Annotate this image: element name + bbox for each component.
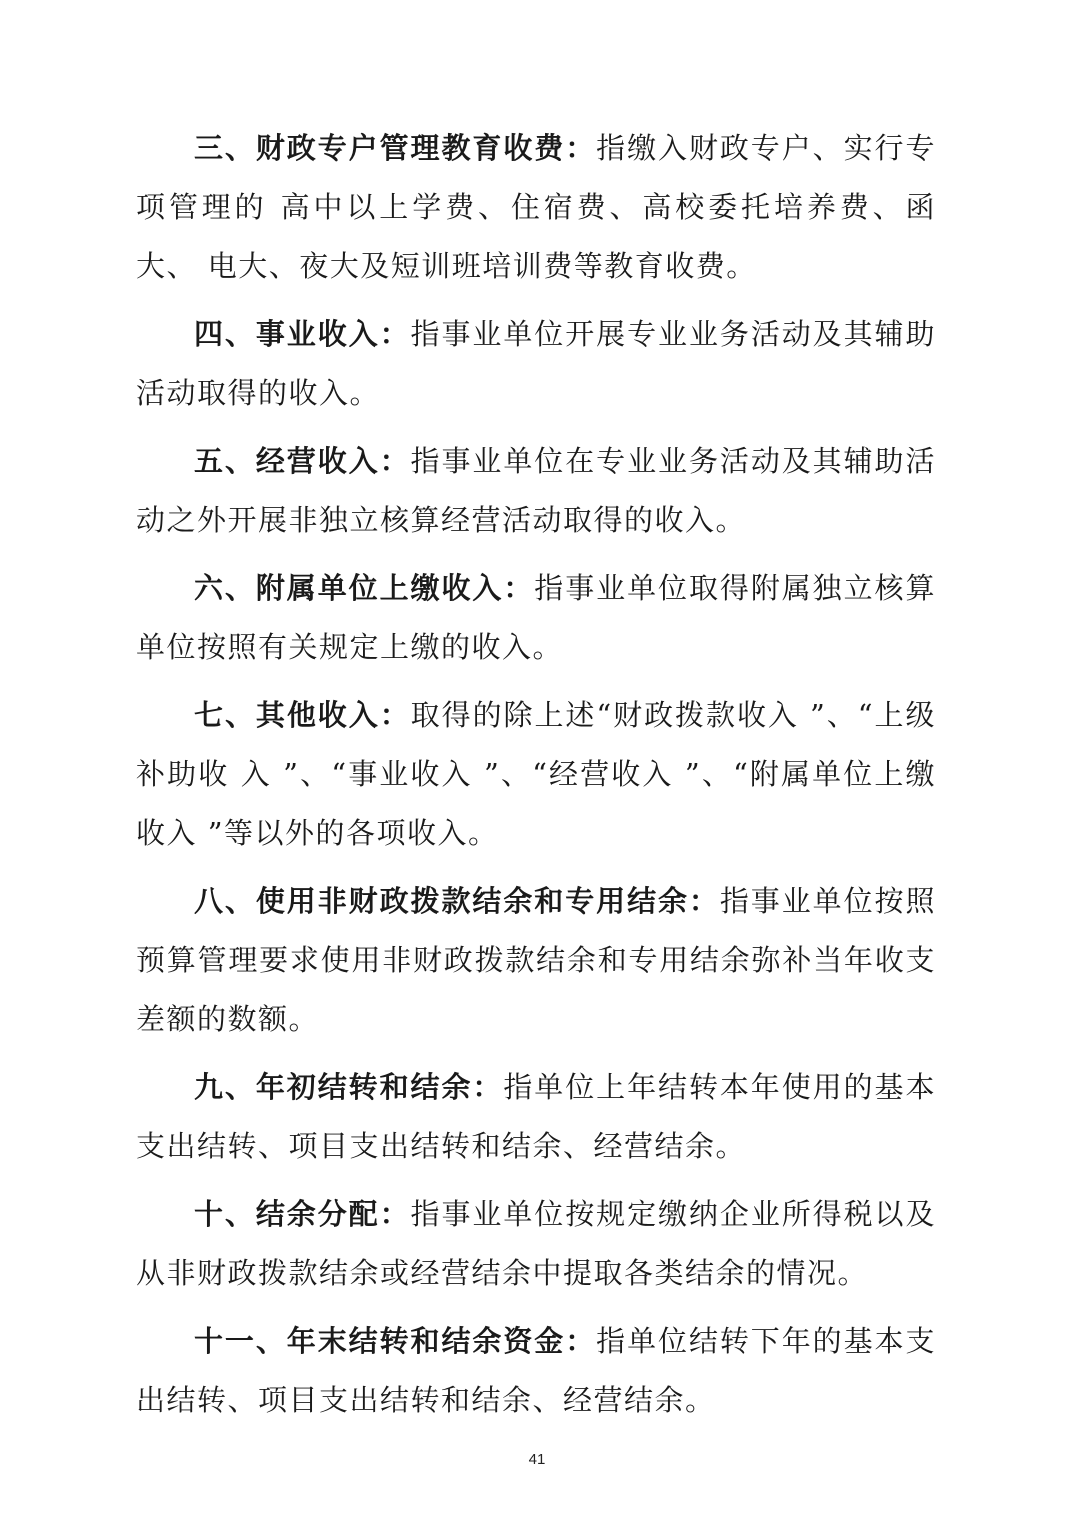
term-definition: 取得的除上述“财政拨款收入 ”、“上级补助收 入 ”、“事业收入 ”、“经营收入 ”、“附属单位上缴收入 ”等以外的各项收入。: [136, 698, 936, 850]
term-definition: 指事业单位取得附属独立核算单位按照有关规定上缴的收入。: [136, 571, 936, 664]
paragraph-surplus-use: [136, 872, 936, 1049]
document-body: [136, 119, 936, 1439]
paragraph-other-income: [136, 686, 936, 863]
term-definition: 指事业单位按规定缴纳企业所得税以及从非财政拨款结余或经营结余中提取各类结余的情况。: [136, 1197, 936, 1290]
term-label: 三、财政专户管理教育收费：: [194, 131, 597, 165]
paragraph-surplus-distribution: [136, 1185, 936, 1303]
term-label: 七、其他收入：: [194, 698, 411, 732]
paragraph-affiliate-income: [136, 559, 936, 677]
paragraph-operating-income: [136, 432, 936, 550]
term-label: 四、事业收入：: [194, 317, 411, 351]
term-label: 五、经营收入：: [194, 444, 411, 478]
term-label: 八、使用非财政拨款结余和专用结余：: [194, 884, 720, 918]
term-label: 十、结余分配：: [194, 1197, 411, 1231]
term-definition: 指单位上年结转本年使用的基本支出结转、项目支出结转和结余、经营结余。: [136, 1070, 936, 1163]
paragraph-business-income: [136, 305, 936, 423]
term-definition: 指事业单位按照预算管理要求使用非财政拨款结余和专用结余弥补当年收支差额的数额。: [136, 884, 936, 1036]
term-label: 六、附属单位上缴收入：: [194, 571, 535, 605]
term-definition: 指事业单位在专业业务活动及其辅助活动之外开展非独立核算经营活动取得的收入。: [136, 444, 936, 537]
page-number: 41: [528, 1451, 546, 1468]
term-definition: 指事业单位开展专业业务活动及其辅助活动取得的收入。: [136, 317, 936, 410]
paragraph-year-end-balance: [136, 1312, 936, 1430]
term-label: 十一、年末结转和结余资金：: [194, 1324, 597, 1358]
term-definition: 指单位结转下年的基本支出结转、项目支出结转和结余、经营结余。: [136, 1324, 936, 1417]
paragraph-beginning-balance: [136, 1058, 936, 1176]
paragraph-education-fees: [136, 119, 936, 296]
term-label: 九、年初结转和结余：: [194, 1070, 504, 1104]
term-definition: 指缴入财政专户、实行专项管理的 高中以上学费、住宿费、高校委托培养费、函大、 电大、夜大及短训班培训费等教育收费。: [136, 131, 936, 283]
